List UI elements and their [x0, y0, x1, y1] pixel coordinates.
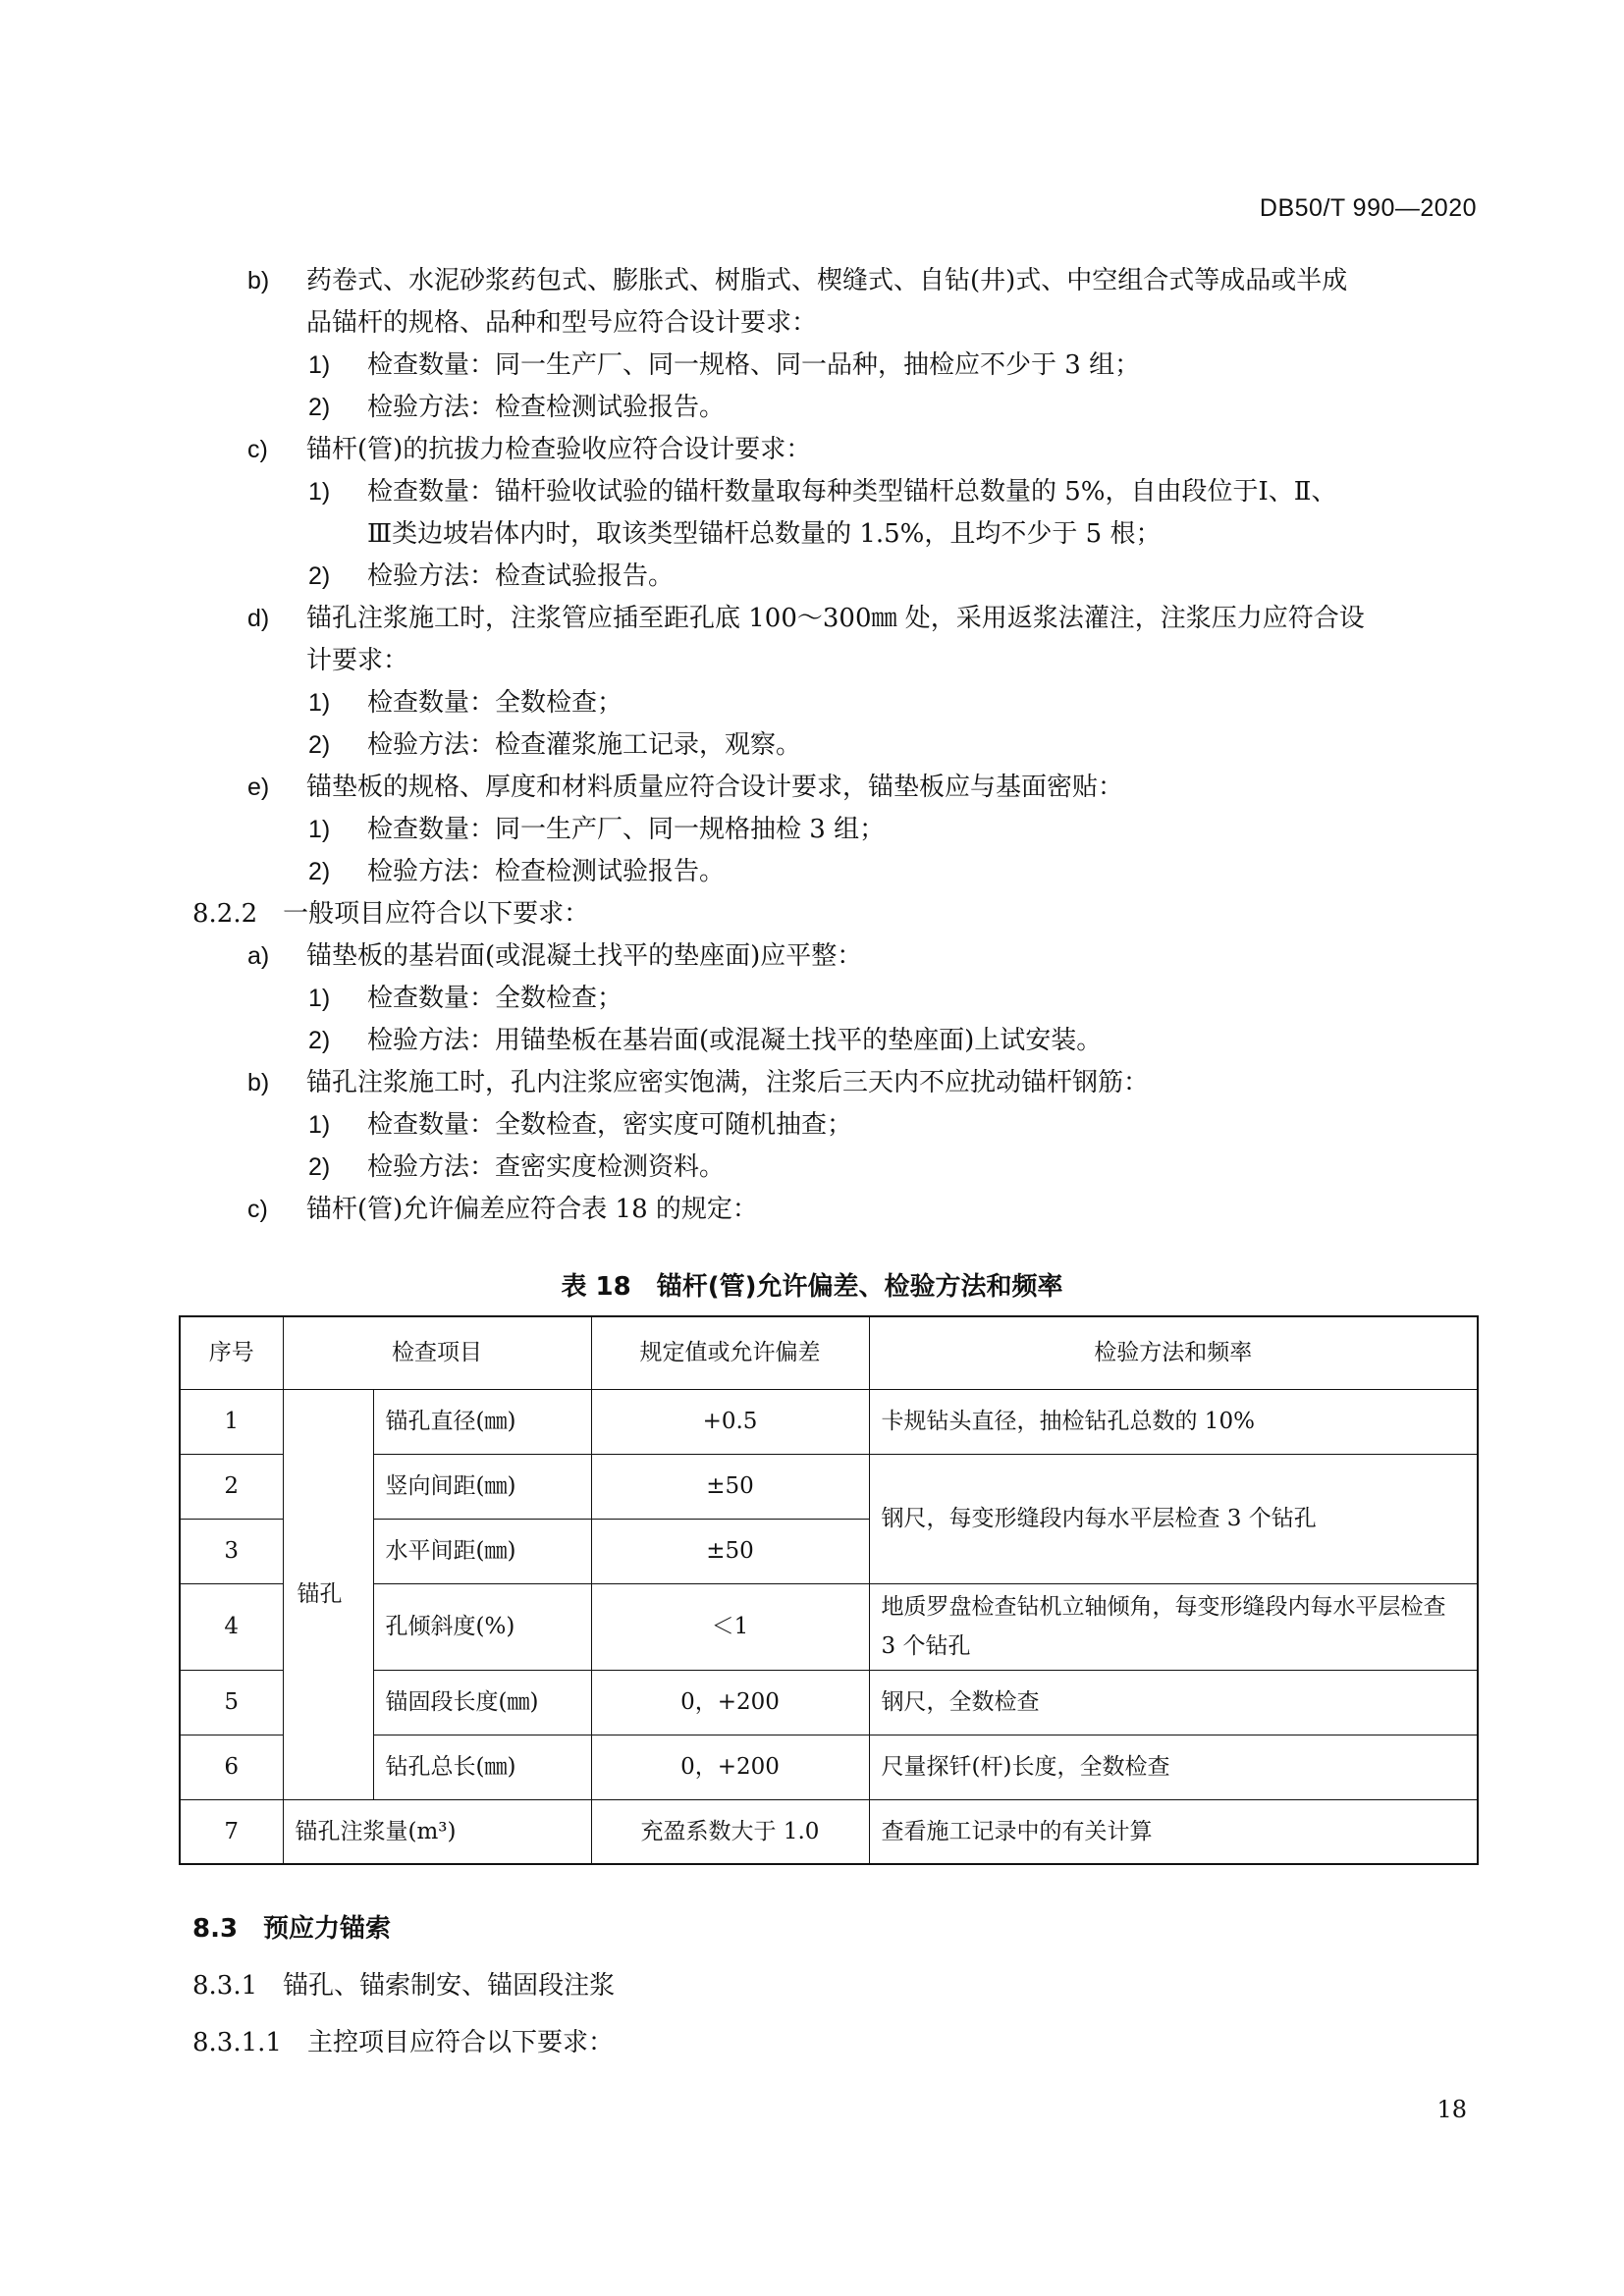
item-cell: 孔倾斜度(%) — [373, 1583, 591, 1670]
method-cell: 钢尺，全数检查 — [869, 1670, 1478, 1735]
item-cell: 锚固段长度(㎜) — [373, 1670, 591, 1735]
text-line: 检验方法：检查检测试验报告。 — [367, 857, 726, 886]
table-caption: 表 18 锚杆(管)允许偏差、检验方法和频率 — [561, 1272, 1063, 1302]
text-line: 检验方法：检查检测试验报告。 — [367, 393, 726, 422]
method-cell: 地质罗盘检查钻机立轴倾角，每变形缝段内每水平层检查 3 个钻孔 — [869, 1583, 1478, 1670]
method-cell: 尺量探钎(杆)长度，全数检查 — [869, 1735, 1478, 1799]
subitem-marker: 2) — [308, 1027, 331, 1054]
document-code: DB50/T 990—2020 — [1259, 194, 1477, 222]
deviation-table — [179, 1315, 1479, 1865]
item-cell: 竖向间距(㎜) — [373, 1454, 591, 1519]
subitem-marker: 2) — [308, 1153, 331, 1181]
table-row — [180, 1799, 1478, 1864]
text-line: 检查数量：全数检查； — [367, 688, 623, 718]
text-line: 检查数量：同一生产厂、同一规格抽检 3 组； — [367, 815, 886, 844]
text-line: 检验方法：检查灌浆施工记录，观察。 — [367, 730, 802, 760]
subitem-marker: 1) — [308, 689, 331, 717]
text-line: Ⅲ类边坡岩体内时，取该类型锚杆总数量的 1.5%，且均不少于 5 根； — [367, 519, 1162, 549]
item-cell: 锚孔注浆量(m³) — [283, 1799, 591, 1864]
header-cell: 检查项目 — [283, 1316, 591, 1389]
text-line: 锚孔注浆施工时，注浆管应插至距孔底 100～300㎜ 处，采用返浆法灌注，注浆压力应符合设 — [306, 604, 1365, 633]
subitem-marker: 2) — [308, 858, 331, 885]
text-line: 锚垫板的基岩面(或混凝土找平的垫座面)应平整： — [306, 941, 863, 971]
header-cell: 序号 — [180, 1316, 283, 1389]
table-row — [180, 1670, 1478, 1735]
subitem-marker: 2) — [308, 394, 331, 421]
text-line: 药卷式、水泥砂浆药包式、膨胀式、树脂式、楔缝式、自钻(井)式、中空组合式等成品或半成 — [306, 266, 1348, 295]
subitem-marker: 1) — [308, 1111, 331, 1139]
page-number: 18 — [1436, 2096, 1467, 2123]
text-line: 检验方法：用锚垫板在基岩面(或混凝土找平的垫座面)上试安装。 — [367, 1026, 1103, 1055]
item-cell: 水平间距(㎜) — [373, 1519, 591, 1583]
subitem-marker: 1) — [308, 351, 331, 379]
row-number: 3 — [180, 1519, 283, 1583]
text-line: 检查数量：全数检查； — [367, 984, 623, 1013]
table-header-row — [180, 1316, 1478, 1389]
table-row — [180, 1735, 1478, 1799]
text-line: 检验方法：查密实度检测资料。 — [367, 1152, 726, 1182]
item-cell: 钻孔总长(㎜) — [373, 1735, 591, 1799]
row-number: 4 — [180, 1583, 283, 1670]
item-marker-b: b) — [247, 1069, 270, 1096]
value-cell: 0，+200 — [591, 1735, 869, 1799]
item-marker-c: c) — [247, 436, 268, 463]
item-marker-d: d) — [247, 605, 270, 632]
header-cell: 检验方法和频率 — [869, 1316, 1478, 1389]
table-row — [180, 1583, 1478, 1670]
item-marker-e: e) — [247, 774, 270, 801]
header-cell: 规定值或允许偏差 — [591, 1316, 869, 1389]
row-number: 6 — [180, 1735, 283, 1799]
table-row — [180, 1454, 1478, 1519]
value-cell: ±50 — [591, 1454, 869, 1519]
value-cell: ±50 — [591, 1519, 869, 1583]
text-line: 检查数量：同一生产厂、同一规格、同一品种，抽检应不少于 3 组； — [367, 350, 1141, 380]
text-line: 锚杆(管)允许偏差应符合表 18 的规定： — [306, 1195, 758, 1224]
item-marker-b: b) — [247, 267, 270, 294]
text-line: 检查数量：全数检查，密实度可随机抽查； — [367, 1110, 853, 1140]
subitem-marker: 1) — [308, 478, 331, 506]
method-cell: 卡规钻头直径，抽检钻孔总数的 10% — [869, 1389, 1478, 1454]
text-line: 锚垫板的规格、厚度和材料质量应符合设计要求，锚垫板应与基面密贴： — [306, 773, 1124, 802]
item-marker-a: a) — [247, 942, 270, 970]
section-heading-8-3-1: 8.3.1 锚孔、锚索制安、锚固段注浆 — [192, 1971, 616, 2001]
group-label: 锚孔 — [283, 1389, 373, 1799]
value-cell: ＜1 — [591, 1583, 869, 1670]
text-line: 锚孔注浆施工时，孔内注浆应密实饱满，注浆后三天内不应扰动锚杆钢筋： — [306, 1068, 1150, 1097]
subitem-marker: 1) — [308, 985, 331, 1012]
method-cell: 查看施工记录中的有关计算 — [869, 1799, 1478, 1864]
subitem-marker: 1) — [308, 816, 331, 843]
row-number: 7 — [180, 1799, 283, 1864]
clause-8-2-2: 8.2.2 一般项目应符合以下要求： — [192, 899, 590, 929]
value-cell: 充盈系数大于 1.0 — [591, 1799, 869, 1864]
text-line: 计要求： — [306, 646, 409, 675]
row-number: 2 — [180, 1454, 283, 1519]
text-line: 品锚杆的规格、品种和型号应符合设计要求： — [306, 308, 818, 338]
text-line: 检查数量：锚杆验收试验的锚杆数量取每种类型锚杆总数量的 5%，自由段位于Ⅰ、Ⅱ、 — [367, 477, 1337, 507]
method-cell: 钢尺，每变形缝段内每水平层检查 3 个钻孔 — [869, 1454, 1478, 1583]
clause-8-3-1-1: 8.3.1.1 主控项目应符合以下要求： — [192, 2028, 614, 2057]
subitem-marker: 2) — [308, 562, 331, 590]
value-cell: 0，+200 — [591, 1670, 869, 1735]
item-cell: 锚孔直径(㎜) — [373, 1389, 591, 1454]
section-heading-8-3: 8.3 预应力锚索 — [192, 1914, 392, 1944]
text-line: 检验方法：检查试验报告。 — [367, 561, 675, 591]
value-cell: +0.5 — [591, 1389, 869, 1454]
row-number: 5 — [180, 1670, 283, 1735]
table-row — [180, 1389, 1478, 1454]
row-number: 1 — [180, 1389, 283, 1454]
subitem-marker: 2) — [308, 731, 331, 759]
text-line: 锚杆(管)的抗拔力检查验收应符合设计要求： — [306, 435, 812, 464]
item-marker-c: c) — [247, 1196, 268, 1223]
